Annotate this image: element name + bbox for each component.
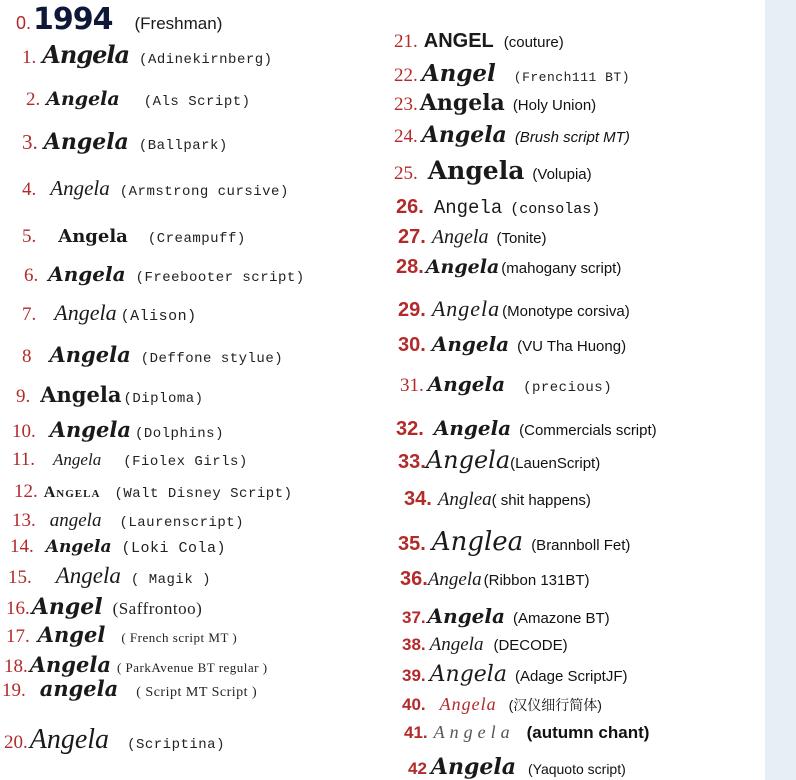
list-item (22, 226, 246, 248)
item-number: 42 (408, 759, 427, 778)
font-sample: Angela (439, 694, 497, 714)
list-item (396, 196, 600, 219)
font-name: (Als Script) (143, 94, 251, 110)
list-item (22, 342, 283, 368)
font-name: (Amazone BT) (512, 610, 610, 627)
font-sample: angela (39, 676, 119, 701)
item-number: 13. (12, 510, 36, 531)
font-name: (French111 BT) (513, 70, 630, 85)
header-row (16, 2, 222, 37)
header-number: 0. (16, 13, 32, 33)
list-item (22, 40, 273, 69)
font-sample: Angela (48, 262, 126, 286)
list-item (400, 372, 612, 397)
font-sample: Anglea (431, 527, 524, 557)
font-name: (Adinekirnberg) (139, 52, 273, 68)
item-number: 40. (402, 695, 426, 714)
item-number: 28. (396, 256, 424, 278)
item-number: 10. (12, 421, 36, 442)
item-number: 39. (402, 666, 426, 685)
list-item (398, 296, 630, 322)
list-item (400, 568, 590, 591)
font-name: (Armstrong cursive) (119, 184, 289, 200)
font-name: (Yaquoto script) (527, 761, 626, 777)
font-sample: Angela (49, 342, 131, 367)
list-item (4, 652, 268, 678)
list-item (398, 332, 626, 357)
list-item (10, 536, 226, 558)
list-item (6, 622, 237, 648)
font-name: (汉仪细行简体) (508, 697, 602, 713)
font-name: (autumn chant) (526, 723, 650, 742)
list-item (14, 481, 292, 503)
font-sample: Angela (45, 537, 112, 557)
list-item (24, 262, 305, 287)
list-item (394, 60, 630, 87)
item-number: 21. (394, 31, 418, 52)
font-name: (couture) (503, 34, 564, 51)
list-item (22, 129, 228, 155)
font-sample: Angela (50, 176, 110, 200)
item-number: 3. (22, 130, 38, 154)
font-sample: Angela (49, 417, 131, 442)
font-name: ( ParkAvenue BT regular ) (116, 660, 268, 675)
item-number: 41. (404, 723, 428, 742)
font-name: (Ballpark) (138, 138, 228, 154)
font-sample: Angela (43, 484, 101, 501)
list-item (404, 722, 649, 743)
item-number: 18. (4, 656, 28, 677)
font-name: (Brannboll Fet) (531, 537, 631, 554)
font-sample: Angel (421, 60, 496, 87)
header-year: 1994 (33, 2, 113, 37)
list-item (394, 156, 592, 185)
font-name: (Deffone stylue) (140, 351, 284, 367)
font-sample: Angela (29, 652, 111, 677)
font-name: (Loki Cola) (121, 540, 227, 557)
item-number: 2. (26, 89, 41, 110)
font-name: (Ribbon 131BT) (483, 572, 590, 589)
item-number: 22. (394, 65, 418, 86)
font-sample: Angela (427, 372, 506, 396)
list-item (12, 449, 248, 471)
item-number: 25. (394, 163, 418, 184)
font-sample: Angela (42, 40, 130, 69)
font-sample: Angela (421, 122, 507, 148)
font-sample: Angela (433, 722, 515, 742)
item-number: 9. (16, 386, 31, 407)
list-item (2, 676, 257, 702)
list-item (8, 563, 211, 589)
list-item (4, 724, 225, 756)
item-number: 5. (22, 226, 37, 247)
font-sample: Angela (40, 382, 122, 407)
font-name: (Commercials script) (519, 422, 657, 439)
item-number: 35. (398, 533, 426, 555)
list-item (396, 256, 621, 279)
font-name: ( French script MT ) (121, 630, 238, 645)
item-number: 36. (400, 568, 428, 590)
item-number: 11. (12, 449, 36, 470)
item-number: 33. (398, 451, 426, 473)
font-name: ( shit happens) (491, 492, 591, 509)
list-item (6, 594, 202, 620)
font-name: (Laurenscript) (119, 515, 245, 531)
font-sample: Angela (427, 156, 525, 185)
item-number: 15. (8, 567, 32, 588)
font-sample: Anglea (437, 489, 492, 510)
font-name: (Volupia) (532, 166, 592, 183)
list-item (402, 694, 602, 715)
list-item (22, 176, 289, 201)
item-number: 8 (22, 346, 32, 367)
font-name: (DECODE) (493, 637, 568, 654)
font-name: (precious) (523, 380, 613, 396)
font-sample: Angela (427, 604, 505, 628)
font-name: (Freebooter script) (135, 270, 305, 286)
font-sample: Angela (433, 416, 512, 440)
font-name: (Brush script MT) (514, 129, 630, 146)
item-number: 14. (10, 536, 34, 557)
list-item (402, 604, 610, 628)
font-sample: Angela (46, 88, 120, 110)
font-sample: angela (49, 510, 102, 531)
font-name: (Scriptina) (127, 737, 225, 753)
item-number: 17. (6, 626, 30, 647)
font-sample: Angela (54, 300, 117, 325)
font-name: (Monotype corsiva) (502, 303, 630, 320)
font-sample: Angela (431, 296, 501, 321)
font-sample: Angela (433, 197, 503, 219)
right-edge-strip (765, 0, 796, 780)
font-sample: Angela (29, 724, 110, 755)
font-name: (Creampuff) (147, 231, 246, 247)
font-name: (Alison) (120, 308, 197, 325)
item-number: 23. (394, 94, 418, 115)
list-item (398, 226, 547, 249)
item-number: 7. (22, 304, 37, 325)
font-sample: Angela (58, 226, 128, 247)
item-number: 30. (398, 334, 426, 356)
list-item (26, 88, 251, 111)
font-name: (Tonite) (496, 230, 547, 247)
item-number: 27. (398, 226, 426, 248)
list-item (408, 754, 626, 780)
item-number: 37. (402, 608, 426, 627)
item-number: 38. (402, 635, 426, 654)
font-name: (Walt Disney Script) (114, 486, 293, 502)
list-item (394, 122, 630, 148)
item-number: 20. (4, 732, 28, 753)
font-sample: Angela (43, 129, 129, 155)
item-number: 31. (400, 375, 424, 396)
font-sample: Angela (429, 662, 507, 687)
item-number: 4. (22, 179, 37, 200)
font-sample: Angela (427, 569, 482, 590)
item-number: 16. (6, 598, 30, 619)
list-item (398, 527, 630, 557)
font-sample: Angela (430, 754, 516, 780)
font-name: ( Script MT Script ) (136, 685, 258, 700)
header-label: (Freshman) (134, 14, 223, 33)
list-item (398, 446, 600, 474)
font-sample: Angela (431, 332, 510, 356)
item-number: 19. (2, 680, 26, 701)
font-name: (VU Tha Huong) (517, 338, 627, 355)
font-name: (Fiolex Girls) (123, 454, 248, 470)
font-sample: Angela (53, 450, 102, 469)
item-number: 12. (14, 481, 38, 502)
item-number: 34. (404, 488, 432, 510)
item-number: 6. (24, 265, 39, 286)
font-name: (LauenScript) (510, 455, 601, 472)
font-sample: Angela (55, 563, 121, 588)
font-name: (consolas) (510, 201, 601, 218)
list-item (402, 634, 568, 656)
font-name: (Saffrontoo) (112, 599, 203, 618)
list-item (22, 300, 197, 326)
font-name: ( Magik ) (130, 572, 212, 588)
item-number: 32. (396, 418, 424, 440)
font-name: (Adage ScriptJF) (514, 668, 628, 685)
list-item (16, 382, 204, 408)
font-sample: ANGEL (423, 30, 494, 52)
font-sample: Angel (31, 594, 103, 620)
list-item (394, 30, 564, 53)
list-item (12, 510, 244, 532)
font-sample: Angela (425, 446, 511, 474)
font-sample: Angela (425, 256, 500, 278)
font-name: (mahogany script) (501, 260, 622, 277)
font-sample: Angela (419, 90, 505, 116)
font-name: (Holy Union) (512, 97, 597, 114)
list-item (394, 90, 596, 116)
list-item (402, 662, 628, 687)
font-sample: Angela (429, 634, 484, 655)
list-item (396, 416, 657, 441)
font-name: (Dolphins) (134, 426, 224, 442)
item-number: 26. (396, 196, 424, 218)
font-name: (Diploma) (123, 391, 204, 407)
item-number: 1. (22, 47, 37, 68)
list-item (12, 417, 224, 443)
item-number: 24. (394, 126, 418, 147)
list-item (404, 488, 591, 511)
font-sample: Angela (431, 226, 489, 248)
font-sample: Angel (37, 622, 106, 647)
item-number: 29. (398, 299, 426, 321)
